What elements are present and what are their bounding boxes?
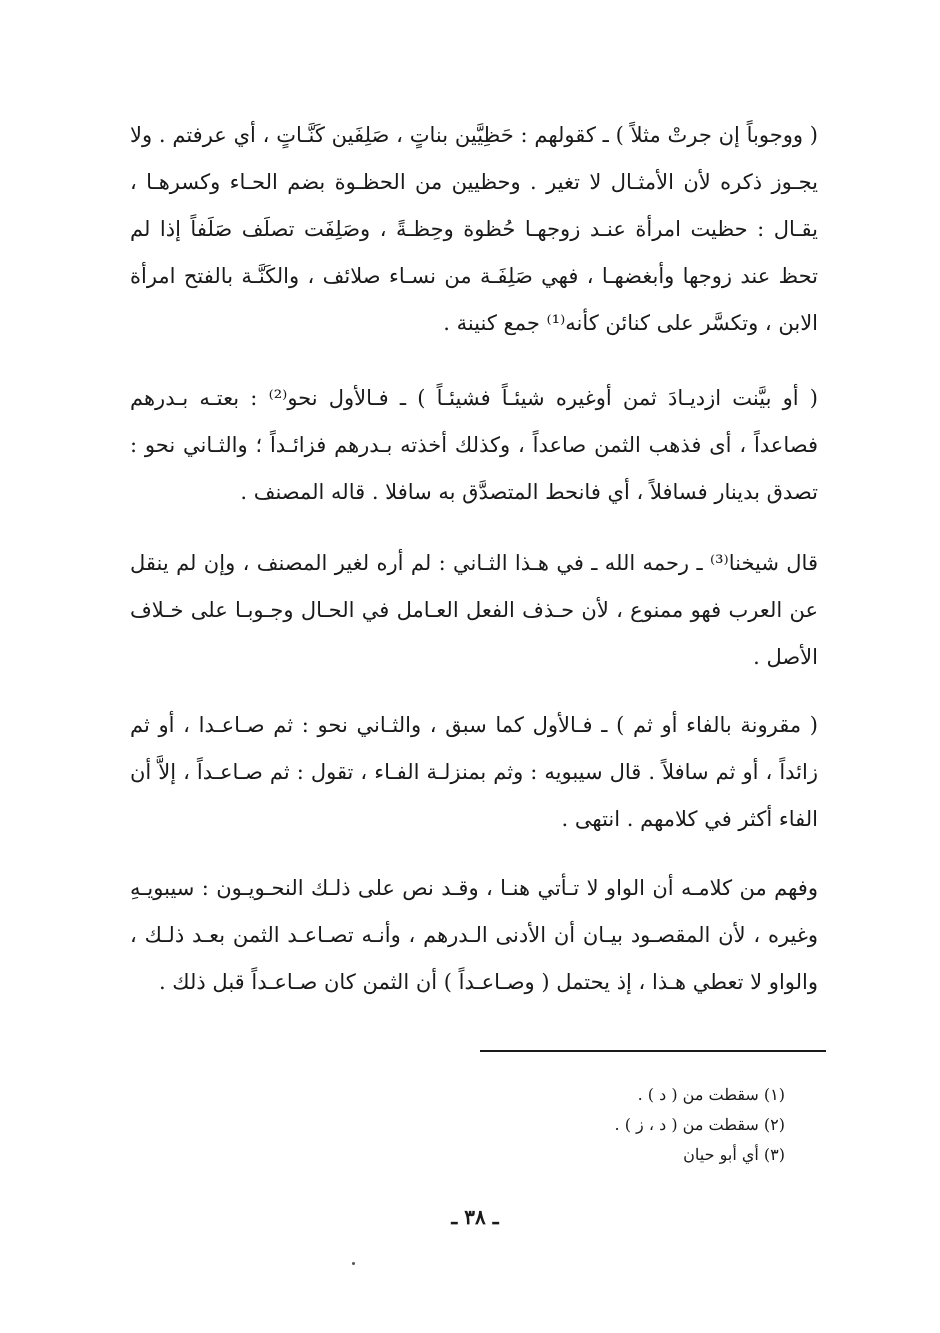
page-number: ـ ٣٨ ـ <box>451 1205 499 1229</box>
paragraph-5: وفهم من كلامـه أن الواو لا تـأتي هنـا ، وقـد نص على ذلـك النحـويـون : سيبويـهِ وغيره ، لأن المقصـود بيـان أن الأدنى الـدرهم ، وأنـه تصـاعـد الثمن بعـد ذلـك ، والواو لا تعطي هـذا ، إذ يحتمل ( وصـاعـداً ) أن الثمن كان صـاعـداً قبل ذلك . <box>130 876 818 994</box>
footnote-separator <box>480 1050 826 1052</box>
footnote-3: (٣) أي أبو حيان <box>683 1145 785 1164</box>
scan-speck <box>352 1262 355 1265</box>
paragraph-1: ( ووجوباً إن جرتْ مثلاً ) ـ كقولهم : حَظِيَّين بناتٍ ، صَلِفَين كَنَّـاتٍ ، أي عرفتم . ولا يجـوز ذكره لأن الأمثـال لا تغير . وحظيين من الحظـوة بضم الحـاء وكسرهـا ، يقـال : حظيت امرأة عنـد زوجهـا حُظوة وحِظـةً ، وصَلِفَت تصلَف صَلَفاً إذا لم تحظ عند زوجها وأبغضهـا ، فهي صَلِفَـة من نسـاء صلائف ، والكَنَّـة بالفتح امرأة الابن ، وتكسَّر على كنائن كأنه⁽¹⁾ جمع كنينة . <box>130 123 818 335</box>
footnotes <box>430 1080 785 1170</box>
paragraph-4: ( مقرونة بالفاء أو ثم ) ـ فـالأول كما سبق ، والثـاني نحو : ثم صـاعـدا ، أو ثم زائداً ، أو ثم سافلاً . قال سيبويه : وثم بمنزلـة الفـاء ، تقول : ثم صـاعـداً ، إلاَّ أن الفاء أكثر في كلامهم . انتهى . <box>130 713 818 831</box>
paragraph-3: قال شيخنا⁽³⁾ ـ رحمه الله ـ في هـذا الثـاني : لم أره لغير المصنف ، وإن لم ينقل عن العرب فهو ممنوع ، لأن حـذف الفعل العـامل في الحـال وجـوبـا على خـلاف الأصل . <box>130 551 818 669</box>
footnote-1: (١) سقطت من ( د ) . <box>637 1085 785 1104</box>
paragraph-2: ( أو بيَّنت ازديـادَ ثمن أوغيره شيئـاً فشيئـاً ) ـ فـالأول نحو⁽²⁾ : بعتـه بـدرهم فصاعداً ، أى فذهب الثمن صاعداً ، وكذلك أخذته بـدرهم فزائـداً ؛ والثـاني نحو : تصدق بدينار فسافلاً ، أي فانحط المتصدَّق به سافلا . قاله المصنف . <box>130 386 818 504</box>
footnote-2: (٢) سقطت من ( د ، ز ) . <box>614 1115 785 1134</box>
